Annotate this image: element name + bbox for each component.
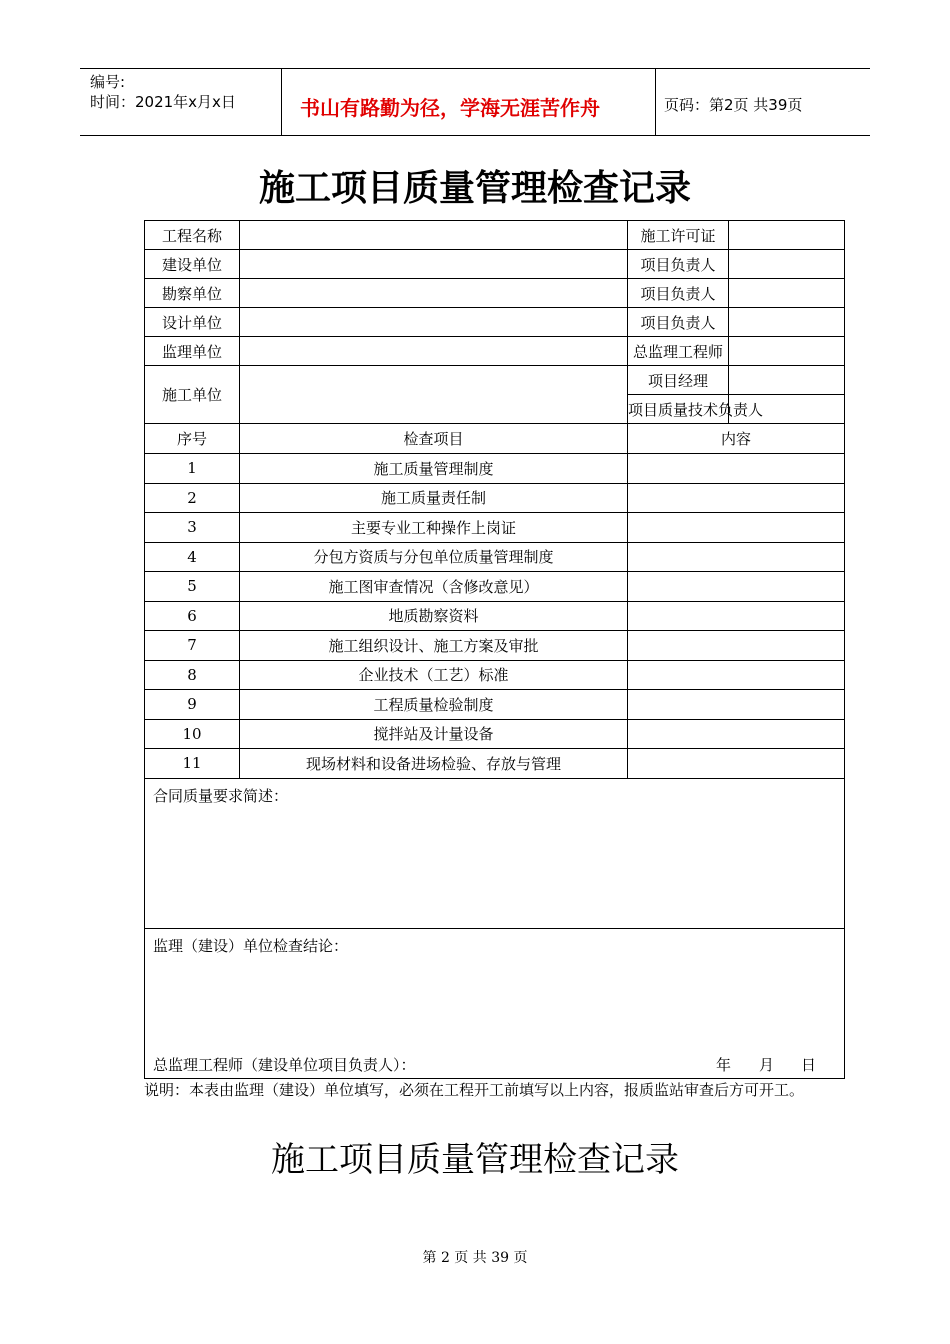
repeated-title: 施工项目质量管理检查记录 xyxy=(271,1140,679,1180)
signature-date-month: 月 xyxy=(759,1055,775,1074)
check-no: 3 xyxy=(145,513,240,543)
info-value-field[interactable] xyxy=(240,250,628,279)
check-header-no: 序号 xyxy=(145,424,240,454)
info-label: 工程名称 xyxy=(145,221,240,250)
project-manager-field[interactable] xyxy=(729,366,845,395)
construction-unit-label: 施工单位 xyxy=(145,366,240,424)
check-no: 10 xyxy=(145,719,240,749)
info-row xyxy=(145,337,845,366)
signature-label: 总监理工程师（建设单位项目负责人）： xyxy=(153,1055,416,1074)
check-content-field[interactable] xyxy=(628,483,845,513)
check-no: 6 xyxy=(145,601,240,631)
supervision-conclusion-row xyxy=(145,928,845,1078)
info-row xyxy=(145,250,845,279)
info-label: 设计单位 xyxy=(145,308,240,337)
info-value-field[interactable] xyxy=(240,221,628,250)
check-header-content: 内容 xyxy=(628,424,845,454)
form-instructions: 说明：本表由监理（建设）单位填写，必须在工程开工前填写以上内容，报质监站审查后方可开工。 xyxy=(144,1081,805,1099)
info-value-field[interactable] xyxy=(240,337,628,366)
header-divider-right xyxy=(655,68,656,135)
info-label: 建设单位 xyxy=(145,250,240,279)
check-header-row xyxy=(145,424,845,454)
check-content-field[interactable] xyxy=(628,690,845,720)
page-footer: 第 2 页 共 39 页 xyxy=(422,1250,528,1266)
check-content-field[interactable] xyxy=(628,513,845,543)
check-row xyxy=(145,749,845,779)
header-bottom-rule xyxy=(80,135,870,136)
signature-date-day: 日 xyxy=(801,1055,817,1074)
info-right-value-field[interactable] xyxy=(729,250,845,279)
check-item: 主要专业工种操作上岗证 xyxy=(240,513,628,543)
check-no: 9 xyxy=(145,690,240,720)
check-item: 搅拌站及计量设备 xyxy=(240,719,628,749)
check-row xyxy=(145,513,845,543)
check-item: 企业技术（工艺）标准 xyxy=(240,660,628,690)
quality-check-form xyxy=(144,220,845,1079)
check-no: 2 xyxy=(145,483,240,513)
check-row xyxy=(145,690,845,720)
check-header-item: 检查项目 xyxy=(240,424,628,454)
check-no: 8 xyxy=(145,660,240,690)
info-row xyxy=(145,279,845,308)
header-divider-left xyxy=(281,68,282,135)
info-right-label: 施工许可证 xyxy=(628,221,729,250)
check-item: 施工质量管理制度 xyxy=(240,454,628,484)
info-row xyxy=(145,308,845,337)
construction-unit-row xyxy=(145,366,845,395)
quality-tech-lead-label: 项目质量技术负责人 xyxy=(628,395,729,424)
supervision-conclusion-field[interactable] xyxy=(145,928,845,1078)
check-row xyxy=(145,631,845,661)
info-label: 勘察单位 xyxy=(145,279,240,308)
info-right-label: 项目负责人 xyxy=(628,279,729,308)
contract-requirements-field[interactable] xyxy=(145,778,845,928)
info-right-value-field[interactable] xyxy=(729,337,845,366)
check-content-field[interactable] xyxy=(628,749,845,779)
info-right-value-field[interactable] xyxy=(729,279,845,308)
check-item: 施工组织设计、施工方案及审批 xyxy=(240,631,628,661)
info-value-field[interactable] xyxy=(240,308,628,337)
check-row xyxy=(145,719,845,749)
contract-requirements-row xyxy=(145,778,845,928)
document-number-label: 编号: xyxy=(90,73,126,91)
signature-date-year: 年 xyxy=(716,1055,732,1074)
check-no: 5 xyxy=(145,572,240,602)
check-row xyxy=(145,483,845,513)
check-no: 4 xyxy=(145,542,240,572)
document-date: 时间：2021年x月x日 xyxy=(90,93,236,111)
info-row xyxy=(145,221,845,250)
check-content-field[interactable] xyxy=(628,631,845,661)
check-row xyxy=(145,454,845,484)
check-item: 现场材料和设备进场检验、存放与管理 xyxy=(240,749,628,779)
info-value-field[interactable] xyxy=(240,279,628,308)
check-item: 施工图审查情况（含修改意见） xyxy=(240,572,628,602)
check-row xyxy=(145,572,845,602)
check-content-field[interactable] xyxy=(628,542,845,572)
construction-unit-field[interactable] xyxy=(240,366,628,424)
info-right-label: 总监理工程师 xyxy=(628,337,729,366)
check-content-field[interactable] xyxy=(628,719,845,749)
check-row xyxy=(145,660,845,690)
check-content-field[interactable] xyxy=(628,660,845,690)
check-item: 分包方资质与分包单位质量管理制度 xyxy=(240,542,628,572)
project-manager-label: 项目经理 xyxy=(628,366,729,395)
info-right-value-field[interactable] xyxy=(729,308,845,337)
contract-requirements-label: 合同质量要求简述： xyxy=(153,786,289,805)
page-title: 施工项目质量管理检查记录 xyxy=(258,167,691,209)
check-no: 7 xyxy=(145,631,240,661)
check-row xyxy=(145,601,845,631)
check-item: 施工质量责任制 xyxy=(240,483,628,513)
check-content-field[interactable] xyxy=(628,601,845,631)
check-item: 工程质量检验制度 xyxy=(240,690,628,720)
check-no: 1 xyxy=(145,454,240,484)
info-right-label: 项目负责人 xyxy=(628,308,729,337)
info-label: 监理单位 xyxy=(145,337,240,366)
info-right-label: 项目负责人 xyxy=(628,250,729,279)
page-number-text: 页码：第2页 共39页 xyxy=(664,96,803,114)
check-no: 11 xyxy=(145,749,240,779)
header-motto: 书山有路勤为径，学海无涯苦作舟 xyxy=(300,96,600,120)
check-item: 地质勘察资料 xyxy=(240,601,628,631)
check-row xyxy=(145,542,845,572)
check-content-field[interactable] xyxy=(628,454,845,484)
header-top-rule xyxy=(80,68,870,69)
supervision-conclusion-label: 监理（建设）单位检查结论： xyxy=(153,936,349,955)
check-content-field[interactable] xyxy=(628,572,845,602)
info-right-value-field[interactable] xyxy=(729,221,845,250)
